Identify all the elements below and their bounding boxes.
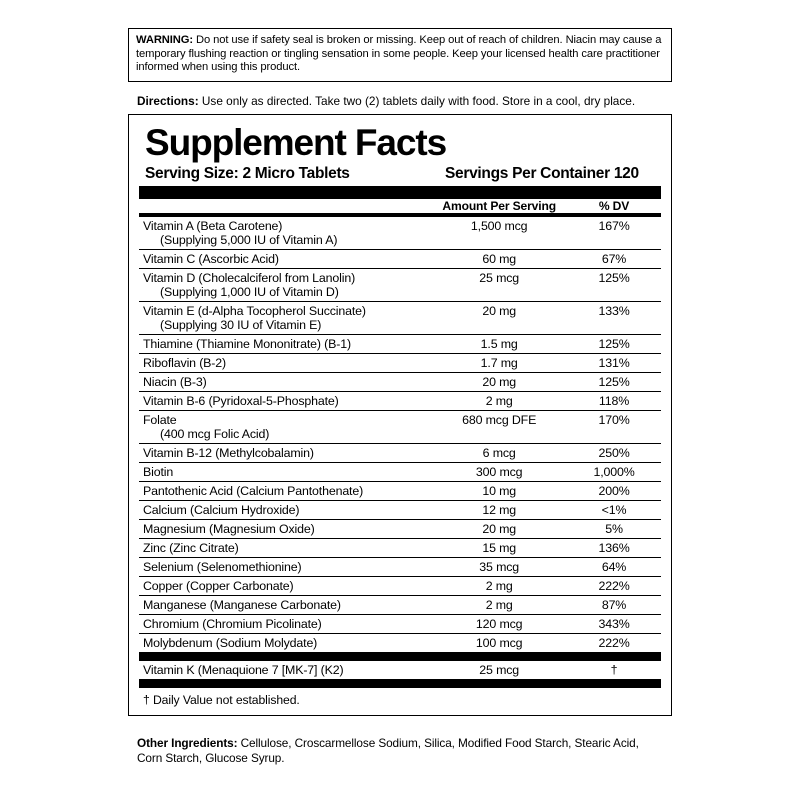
nutrient-amount: 1,500 mcg xyxy=(470,219,528,233)
nutrient-daily-value: 118% xyxy=(567,392,661,411)
nutrient-daily-value: <1% xyxy=(567,501,661,520)
table-row xyxy=(139,335,661,354)
nutrient-amount: 25 mcg xyxy=(431,269,567,302)
nutrient-name: Vitamin K (Menaquione 7 [MK-7] (K2) xyxy=(143,663,344,677)
nutrient-name: Niacin (B-3) xyxy=(139,373,431,392)
nutrient-name: Vitamin A (Beta Carotene) (Supplying 5,000 IU of Vitamin A) xyxy=(139,217,431,250)
nutrient-amount: 680 mcg DFE xyxy=(431,411,567,444)
serving-size: Serving Size: 2 Micro Tablets xyxy=(145,165,350,182)
nutrient-amount: 35 mcg xyxy=(431,558,567,577)
table-row xyxy=(139,596,661,615)
table-row xyxy=(139,501,661,520)
nutrient-subnote: (Supplying 5,000 IU of Vitamin A) xyxy=(160,233,338,247)
facts-table xyxy=(139,217,661,652)
nutrient-daily-value: 136% xyxy=(567,539,661,558)
directions-text xyxy=(137,94,677,108)
nutrient-amount: 20 mg xyxy=(431,302,567,335)
nutrient-amount: 300 mcg xyxy=(431,463,567,482)
nutrient-amount: 1.7 mg xyxy=(431,354,567,373)
nutrient-amount: 100 mcg xyxy=(431,634,567,653)
facts-panel xyxy=(128,114,672,716)
table-row xyxy=(139,444,661,463)
table-row xyxy=(139,217,661,250)
nutrient-name: Vitamin C (Ascorbic Acid) xyxy=(139,250,431,269)
nutrient-daily-value: 200% xyxy=(567,482,661,501)
table-row xyxy=(139,539,661,558)
table-row xyxy=(139,520,661,539)
table-row xyxy=(139,577,661,596)
nutrient-name: Vitamin E (d-Alpha Tocopherol Succinate) (Supplying 30 IU of Vitamin E) xyxy=(139,302,431,335)
nutrient-amount: 20 mg xyxy=(431,373,567,392)
table-row xyxy=(139,482,661,501)
facts-header-row xyxy=(139,199,661,213)
warning-text xyxy=(136,34,664,75)
table-row xyxy=(139,558,661,577)
table-row xyxy=(139,302,661,335)
nutrient-name: Copper (Copper Carbonate) xyxy=(139,577,431,596)
nutrient-daily-value: 170% xyxy=(567,411,661,444)
nutrient-name: Vitamin D (Cholecalciferol from Lanolin) (Supplying 1,000 IU of Vitamin D) xyxy=(139,269,431,302)
nutrient-name: Vitamin B-12 (Methylcobalamin) xyxy=(139,444,431,463)
header-blank xyxy=(139,199,431,213)
nutrient-name: Folate (400 mcg Folic Acid) xyxy=(139,411,431,444)
warning-box xyxy=(128,28,672,82)
nutrient-amount: 120 mcg xyxy=(431,615,567,634)
nutrient-daily-value: 167% xyxy=(598,219,630,233)
directions-label: Directions: xyxy=(137,94,199,108)
facts-table-secondary xyxy=(139,661,661,679)
nutrient-daily-value: 133% xyxy=(567,302,661,335)
table-row xyxy=(139,269,661,302)
table-row xyxy=(139,661,661,679)
nutrient-amount: 15 mg xyxy=(431,539,567,558)
table-row xyxy=(139,634,661,653)
nutrient-name: Zinc (Zinc Citrate) xyxy=(139,539,431,558)
nutrient-daily-value: 5% xyxy=(567,520,661,539)
table-row xyxy=(139,615,661,634)
servings-per-container: Servings Per Container 120 xyxy=(445,165,639,182)
nutrient-name: Manganese (Manganese Carbonate) xyxy=(139,596,431,615)
nutrient-daily-value: 67% xyxy=(567,250,661,269)
nutrient-amount: 10 mg xyxy=(431,482,567,501)
nutrient-daily-value: 87% xyxy=(567,596,661,615)
nutrient-daily-value: 250% xyxy=(567,444,661,463)
nutrient-subnote: (Supplying 1,000 IU of Vitamin D) xyxy=(160,285,339,299)
serving-info xyxy=(145,165,661,183)
nutrient-daily-value: 125% xyxy=(567,335,661,354)
nutrient-name: Vitamin B-6 (Pyridoxal-5-Phosphate) xyxy=(139,392,431,411)
nutrient-name: Chromium (Chromium Picolinate) xyxy=(139,615,431,634)
warning-label: WARNING: xyxy=(136,34,193,46)
nutrient-daily-value: 343% xyxy=(567,615,661,634)
table-row xyxy=(139,373,661,392)
nutrient-daily-value: 222% xyxy=(567,634,661,653)
nutrient-amount: 6 mcg xyxy=(431,444,567,463)
nutrient-subnote: (Supplying 30 IU of Vitamin E) xyxy=(160,318,322,332)
nutrient-daily-value: 125% xyxy=(567,373,661,392)
nutrient-name: Selenium (Selenomethionine) xyxy=(139,558,431,577)
nutrient-name: Calcium (Calcium Hydroxide) xyxy=(139,501,431,520)
nutrient-daily-value: 125% xyxy=(567,269,661,302)
nutrient-amount: 25 mcg xyxy=(479,663,520,677)
panel-title: Supplement Facts xyxy=(145,122,447,163)
nutrient-amount: 20 mg xyxy=(431,520,567,539)
nutrient-amount: 12 mg xyxy=(431,501,567,520)
other-ingredients-body: Cellulose, Croscarmellose Sodium, Silica, Modified Food Starch, Stearic Acid, Corn Starch, Glucose Syrup. xyxy=(137,736,639,765)
warning-body: Do not use if safety seal is broken or missing. Keep out of reach of children. Niacin may cause a temporary flushing reaction or tingling sensation in some people. Keep your licensed health care practitioner informed when using this product. xyxy=(136,34,662,74)
nutrient-daily-value: 1,000% xyxy=(567,463,661,482)
nutrient-name: Riboflavin (B-2) xyxy=(139,354,431,373)
other-ingredients-label: Other Ingredients: xyxy=(137,736,238,750)
divider-med-bottom xyxy=(139,679,661,688)
nutrient-name: Thiamine (Thiamine Mononitrate) (B-1) xyxy=(139,335,431,354)
nutrient-daily-value: 222% xyxy=(567,577,661,596)
divider-med-mid xyxy=(139,652,661,661)
facts-header-table xyxy=(139,199,661,213)
table-row xyxy=(139,354,661,373)
other-ingredients xyxy=(137,736,667,765)
nutrient-amount: 60 mg xyxy=(431,250,567,269)
directions-body: Use only as directed. Take two (2) tablets daily with food. Store in a cool, dry place. xyxy=(198,94,636,108)
nutrient-daily-value: 64% xyxy=(567,558,661,577)
footnote: † Daily Value not established. xyxy=(143,693,300,707)
nutrient-amount: 1.5 mg xyxy=(431,335,567,354)
table-row xyxy=(139,392,661,411)
nutrient-amount: 2 mg xyxy=(431,392,567,411)
nutrient-name: Magnesium (Magnesium Oxide) xyxy=(139,520,431,539)
nutrient-subnote: (400 mcg Folic Acid) xyxy=(160,427,270,441)
header-amount-per-serving: Amount Per Serving xyxy=(442,199,556,213)
table-row xyxy=(139,411,661,444)
nutrient-amount: 2 mg xyxy=(431,577,567,596)
nutrient-amount: 2 mg xyxy=(431,596,567,615)
nutrient-daily-value: † xyxy=(610,663,618,677)
table-row xyxy=(139,463,661,482)
nutrient-name: Pantothenic Acid (Calcium Pantothenate) xyxy=(139,482,431,501)
table-row xyxy=(139,250,661,269)
nutrient-name: Molybdenum (Sodium Molydate) xyxy=(139,634,431,653)
nutrient-name: Biotin xyxy=(139,463,431,482)
header-percent-dv: % DV xyxy=(598,199,630,213)
nutrient-daily-value: 131% xyxy=(567,354,661,373)
divider-thick-top xyxy=(139,186,661,199)
